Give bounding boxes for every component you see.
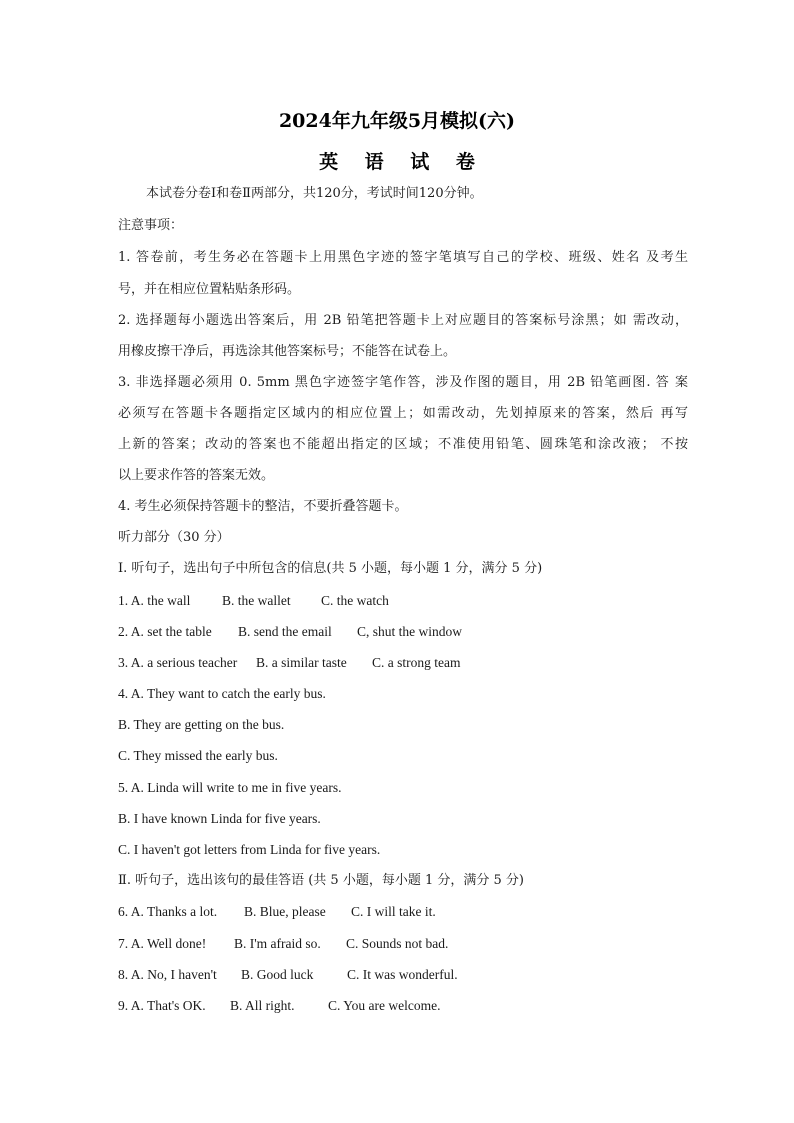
question-2 [118, 624, 688, 640]
question-5-option-c: C. I haven't got letters from Linda for five years. [118, 842, 381, 857]
exam-title: 2024年九年级5月模拟(六) [278, 110, 516, 132]
question-5-option-b: B. I have known Linda for five years. [118, 811, 321, 826]
question-4-option-b: B. They are getting on the bus. [118, 717, 285, 732]
option-b: B. I'm afraid so. [234, 936, 321, 951]
notice-line: 号，并在相应位置粘贴条形码。 [118, 282, 301, 297]
option-b: B. Blue, please [244, 904, 326, 919]
question-6 [118, 904, 688, 920]
notice-line: 用橡皮擦干净后，再选涂其他答案标号；不能答在试卷上。 [118, 344, 457, 359]
option-c: C. Sounds not bad. [346, 936, 449, 951]
option-b: B. send the email [238, 624, 332, 639]
question-1 [118, 593, 688, 609]
notice-line: 2. 选择题每小题选出答案后，用 2B 铅笔把答题卡上对应题目的答案标号涂黑；如 需改动， [118, 313, 688, 328]
notice-line: 1. 答卷前，考生务必在答题卡上用黑色字迹的签字笔填写自己的学校、班级、姓名 及考生 [118, 250, 688, 265]
exam-subtitle: 英 语 试 卷 [319, 151, 485, 173]
notice-heading: 注意事项： [118, 218, 184, 233]
option-c: C. You are welcome. [328, 998, 441, 1013]
option-b: B. the wallet [222, 593, 291, 608]
question-4-option-c: C. They missed the early bus. [118, 748, 278, 763]
option-c: C. It was wonderful. [347, 967, 458, 982]
option-b: B. a similar taste [256, 655, 347, 670]
question-7 [118, 936, 688, 952]
option-c: C. a strong team [372, 655, 461, 670]
question-9 [118, 998, 688, 1014]
option-c: C. I will take it. [351, 904, 436, 919]
option-a: 9. A. That's OK. [118, 998, 206, 1013]
listening-heading: 听力部分（30 分） [118, 530, 230, 545]
option-a: 2. A. set the table [118, 624, 212, 639]
option-a: 6. A. Thanks a lot. [118, 904, 218, 919]
notice-line: 4. 考生必须保持答题卡的整洁，不要折叠答题卡。 [118, 499, 408, 514]
section1-instruction: I. 听句子，选出句子中所包含的信息(共 5 小题，每小题 1 分，满分 5 分) [118, 561, 543, 576]
question-3 [118, 655, 688, 671]
option-a: 7. A. Well done! [118, 936, 207, 951]
notice-line: 以上要求作答的答案无效。 [118, 468, 275, 483]
question-8 [118, 967, 688, 983]
option-a: 3. A. a serious teacher [118, 655, 238, 670]
option-c: C, shut the window [357, 624, 463, 639]
section2-instruction: Ⅱ. 听句子，选出该句的最佳答语 (共 5 小题，每小题 1 分，满分 5 分) [118, 873, 524, 888]
notice-line: 上新的答案；改动的答案也不能超出指定的区域；不准使用铅笔、圆珠笔和涂改液； 不按 [118, 437, 688, 452]
intro-text: 本试卷分卷Ⅰ和卷Ⅱ两部分，共120分，考试时间120分钟。 [146, 186, 483, 201]
option-c: C. the watch [321, 593, 389, 608]
notice-line: 必须写在答题卡各题指定区域内的相应位置上；如需改动，先划掉原来的答案，然后 再写 [118, 406, 688, 421]
question-4-option-a: 4. A. They want to catch the early bus. [118, 686, 326, 701]
option-b: B. All right. [230, 998, 295, 1013]
option-b: B. Good luck [241, 967, 314, 982]
question-5-option-a: 5. A. Linda will write to me in five years. [118, 780, 342, 795]
notice-line: 3. 非选择题必须用 0. 5mm 黑色字迹签字笔作答，涉及作图的题目，用 2B 铅笔画图. 答 案 [118, 375, 688, 390]
option-a: 8. A. No, I haven't [118, 967, 217, 982]
option-a: 1. A. the wall [118, 593, 191, 608]
